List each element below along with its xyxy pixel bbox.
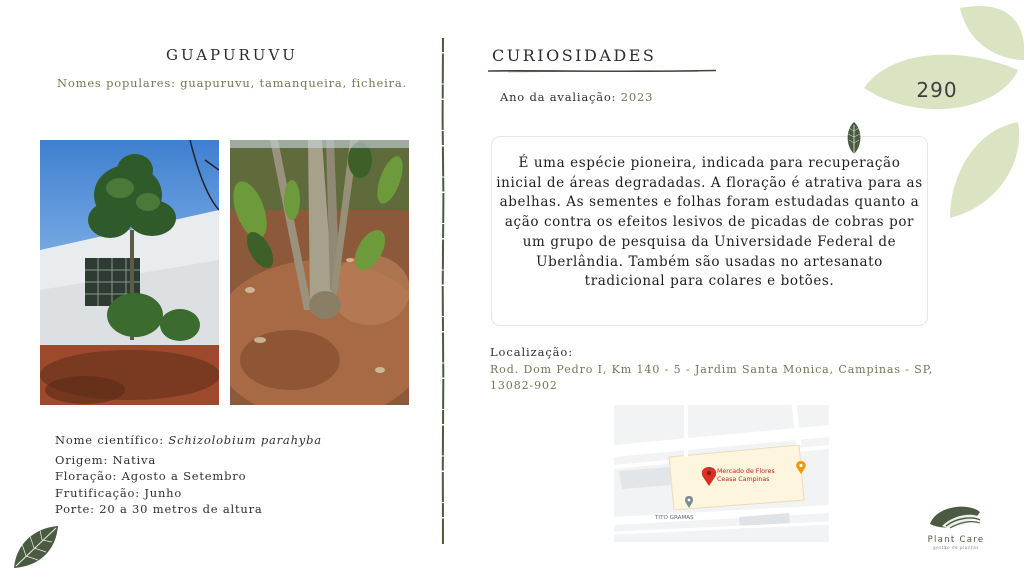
scientific-name-value: Schizolobium parahyba [168,433,322,447]
curiosities-title: CURIOSIDADES [492,46,657,65]
year-value: 2023 [620,90,654,104]
size-line: Porte: 20 a 30 metros de altura [55,502,263,516]
page-number-badge: 290 [916,78,958,102]
popular-names: Nomes populares: guapuruvu, tamanqueira, ficheira. [57,76,407,90]
origin-line: Origem: Nativa [55,452,156,467]
decorative-leaves [850,0,1024,230]
plant-photo-trunk [230,140,409,405]
location-label: Localização: [490,345,574,359]
map-place-name-line1: Mercado de Flores [717,468,775,475]
plant-photo-tree [40,140,219,405]
title-underline [488,68,716,74]
corner-leaf-icon [12,522,60,570]
location-map[interactable] [614,405,829,542]
curiosity-text: É uma espécie pioneira, indicada para recuperação inicial de áreas degradadas. A floração é atrativa para as abelhas. As sementes e folhas foram estudadas quanto a ação contra os efeitos lesivos de picadas de cobras por um grupo de pesquisa da Universidade Federal de Uberlândia. Também são usadas no artesanato tradicional para colares e botões. [496,155,923,290]
flowering-line: Floração: Agosto a Setembro [55,469,247,483]
scientific-name-line [55,432,322,449]
location-address: Rod. Dom Pedro I, Km 140 - 5 - Jardim Santa Monica, Campinas - SP, 13082-902 [490,363,934,392]
evaluation-year [500,90,653,104]
plant-name-title: GUAPURUVU [166,46,298,64]
year-label: Ano da avaliação: [500,90,621,104]
logo-name: Plant Care [927,535,985,545]
small-leaf-icon [843,121,865,159]
map-place-name-line2: Ceasa Campinas [717,476,770,483]
column-divider [441,38,445,544]
plant-facts [55,432,322,518]
logo-subtitle: gestão de plantas [932,545,980,550]
scientific-name-label: Nome científico: [55,433,169,447]
fruiting-line: Frutificação: Junho [55,485,183,500]
map-street-label: TITO GRAMAS [655,515,694,521]
